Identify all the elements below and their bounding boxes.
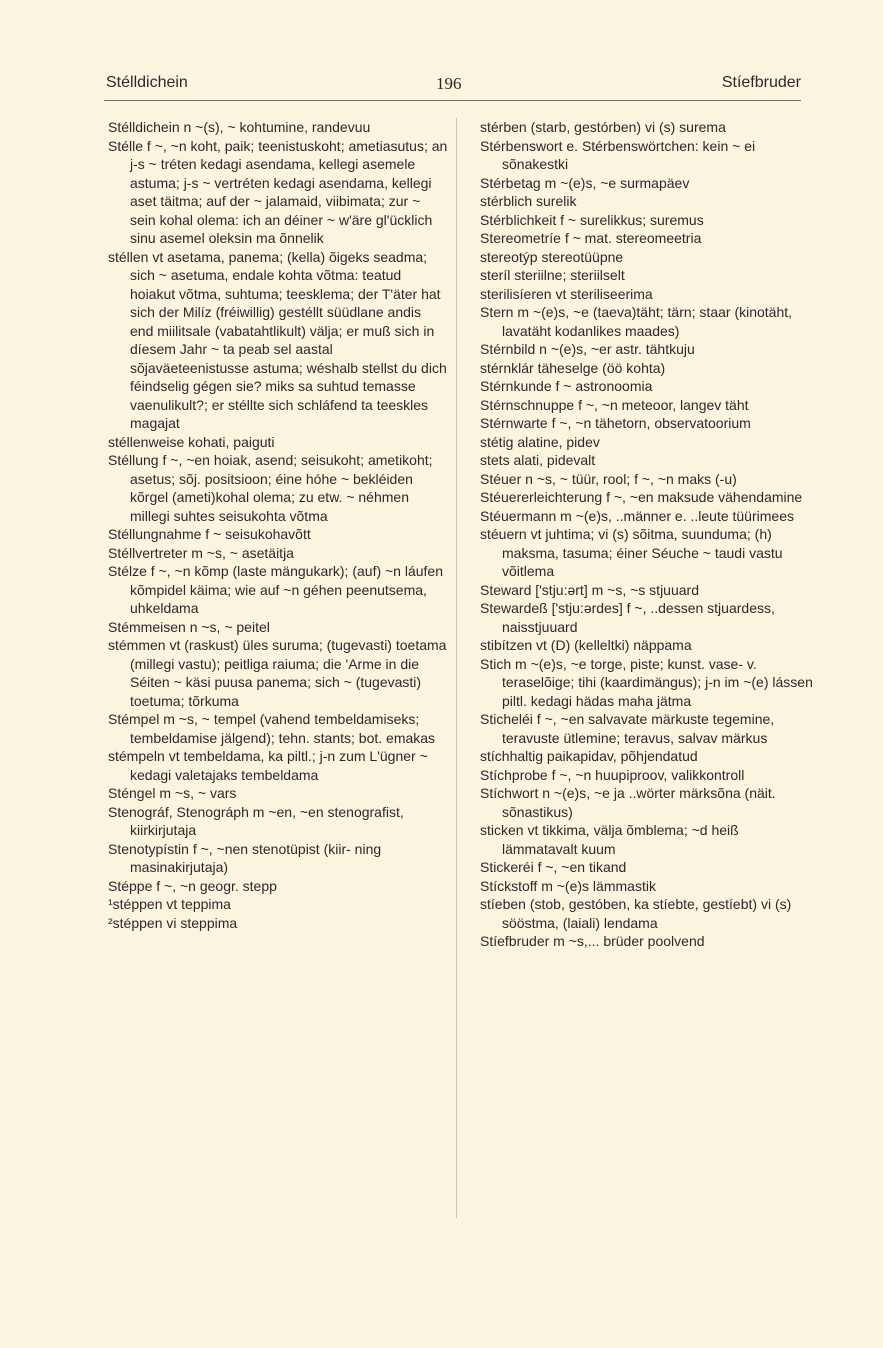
dictionary-entry: stémmen vt (raskust) üles suruma; (tugevasti) toetama (millegi vastu); peitliga raiuma; die 'Arme in die Séiten ~ käsi puusa panema; sich ~ (tugevasti) toetuma; tõrkuma (108, 637, 447, 709)
dictionary-entry: Stéuer n ~s, ~ tüür, rool; f ~, ~n maks (-u) (480, 470, 737, 487)
dictionary-entry: ²stéppen vi steppima (108, 914, 238, 931)
right-column (480, 118, 815, 951)
dictionary-entry: Stéuererleichterung f ~, ~en maksude vähendamine (480, 489, 803, 505)
dictionary-entry: stétig alatine, pidev (480, 433, 600, 450)
dictionary-entry: Steward ['stju:ərt] m ~s, ~s stjuuard (480, 581, 699, 598)
dictionary-entry: stérblich surelik (480, 193, 577, 209)
dictionary-entry: Stenográf, Stenográph m ~en, ~en stenografist, kiirkirjutaja (108, 803, 404, 838)
dictionary-entry: Stérbetag m ~(e)s, ~e surmapäev (480, 174, 690, 191)
dictionary-entry: Stéllvertreter m ~s, ~ asetäitja (108, 544, 294, 561)
column-divider (456, 118, 457, 1218)
dictionary-entry: Stíchprobe f ~, ~n huupiproov, valikkontroll (480, 766, 745, 783)
dictionary-entry: Sténgel m ~s, ~ vars (108, 785, 237, 801)
dictionary-entry: Stickeréi f ~, ~en tikand (480, 859, 627, 875)
dictionary-entry: Stich m ~(e)s, ~e torge, piste; kunst. vase- v. teraselõige; tihi (kaardimängus); j-n im ~(e) lássen piltl. kedagi hädas maha jätma (480, 655, 813, 709)
dictionary-entry: Stéllungnahme f ~ seisukohavõtt (108, 526, 311, 542)
dictionary-entry: Stéuermann m ~(e)s, ..männer e. ..leute tüürimees (480, 507, 794, 524)
dictionary-entry: Stérblichkeit f ~ surelikkus; suremus (480, 211, 704, 228)
dictionary-entry: Stérnbild n ~(e)s, ~er astr. tähtkuju (480, 341, 695, 357)
dictionary-entry: Stéllung f ~, ~en hoiak, asend; seisukoht; ametikoht; asetus; sõj. positsioon; éine hóhe ~ bekléiden kõrgel (ameti)kohal olema; zu etw. ~ néhmen millegi suhtes seisukohta võtma (108, 452, 433, 524)
dictionary-entry: sticken vt tikkima, välja õmblema; ~d heiß lämmatavalt kuum (480, 822, 739, 857)
dictionary-entry: stérben (starb, gestórben) vi (s) surema (480, 119, 726, 135)
header-rule (104, 100, 801, 101)
dictionary-entry: stérnklár täheselge (öö kohta) (480, 359, 666, 376)
dictionary-entry: Stíefbruder m ~s,... brüder poolvend (480, 933, 705, 949)
dictionary-entry: stéllenweise kohati, paiguti (108, 433, 275, 450)
dictionary-entry: stíchhaltig paikapidav, põhjendatud (480, 748, 698, 764)
dictionary-entry: Stérnwarte f ~, ~n tähetorn, observatoorium (480, 415, 751, 431)
dictionary-entry: Stélze f ~, ~n kõmp (laste mängukark); (auf) ~n láufen kõmpidel käima; wie auf ~n géhen peenutsema, uhkeldama (108, 563, 444, 616)
dictionary-entry: stéllen vt asetama, panema; (kella) õigeks seadma; sich ~ asetuma, endale kohta võtma: teatud hoiakut võtma, suhtuma; teesklema; der T'äter hat sich der Milíz (fréiwillig) gestéllt süüdlane andis end miilitsale (vabatahtlikult) välja; er muß sich in díesem Jahr ~ ta peab sel aastal sõjaväeteenistusse astuma; wéshalb stellst du dich féindselig gégen sie? miks sa suhtud temasse vaenulikult?; er stéllte sich schláfend ta teeskles magajat (108, 248, 447, 431)
dictionary-entry: steríl steriilne; steriilselt (480, 267, 625, 283)
dictionary-entry: stémpeln vt tembeldama, ka piltl.; j-n zum L'ügner ~ kedagi valetajaks tembeldama (108, 748, 428, 783)
dictionary-entry: Stémmeisen n ~s, ~ peitel (108, 618, 270, 635)
left-column (108, 118, 448, 932)
guide-word-right: Stíefbruder (721, 74, 801, 91)
dictionary-entry: Stérnschnuppe f ~, ~n meteoor, langev täht (480, 396, 749, 413)
dictionary-entry: Stélle f ~, ~n koht, paik; teenistuskoht; ametiasutus; an j-s ~ tréten kedagi asendama, kellegi asemele astuma; j-s ~ vertréten kedagi asendama, kellegi aset täitma; auf der ~ jalamaid, viibimata; zur ~ sein kohal olema: ich an déiner ~ w'äre gl'ücklich sinu asemel oleksin ma õnnelik (108, 137, 448, 246)
guide-word-left: Stélldichein (106, 74, 188, 91)
dictionary-entry: Stérbenswort e. Stérbenswörtchen: kein ~ ei sõnakestki (480, 137, 756, 172)
dictionary-entry: Stereometríe f ~ mat. stereomeetria (480, 230, 702, 246)
page-number: 196 (436, 74, 462, 93)
dictionary-entry: Stern m ~(e)s, ~e (taeva)täht; tärn; staar (kinotäht, lavatäht kodanlikes maades) (480, 304, 793, 339)
dictionary-entry: ¹stéppen vt teppima (108, 896, 231, 912)
dictionary-entry: Stémpel m ~s, ~ tempel (vahend tembeldamiseks; tembeldamise jälgend); tehn. stants; bot. emakas (108, 711, 436, 746)
dictionary-entry: stíeben (stob, gestóben, ka stíebte, gestíebt) vi (s) sööstma, (laiali) lendama (480, 896, 792, 931)
dictionary-entry: Sticheléi f ~, ~en salvavate märkuste tegemine, teravuste ütlemine; teravus, salvav märkus (480, 711, 775, 746)
dictionary-entry: Stenotypístin f ~, ~nen stenotüpist (kiir- ning masinakirjutaja) (108, 840, 382, 875)
dictionary-entry: Stélldichein n ~(s), ~ kohtumine, randevuu (108, 119, 371, 135)
dictionary-entry: stéuern vt juhtima; vi (s) sõitma, suunduma; (h) maksma, tasuma; éiner Séuche ~ taudi vastu võitlema (480, 526, 783, 579)
dictionary-entry: Stéppe f ~, ~n geogr. stepp (108, 877, 277, 894)
dictionary-entry: stibítzen vt (D) (kelleltki) näppama (480, 637, 692, 653)
dictionary-entry: Stíchwort n ~(e)s, ~e ja ..wörter märksõna (näit. sõnastikus) (480, 785, 776, 820)
dictionary-entry: Stérnkunde f ~ astronoomia (480, 378, 653, 394)
dictionary-entry: Stíckstoff m ~(e)s lämmastik (480, 877, 656, 894)
dictionary-entry: sterilisíeren vt steriliseerima (480, 285, 653, 302)
dictionary-entry: stets alati, pidevalt (480, 452, 596, 468)
dictionary-entry: stereotýp stereotüüpne (480, 248, 624, 265)
dictionary-entry: Stewardeß ['stju:ərdes] f ~, ..dessen stjuardess, naisstjuuard (480, 600, 775, 635)
